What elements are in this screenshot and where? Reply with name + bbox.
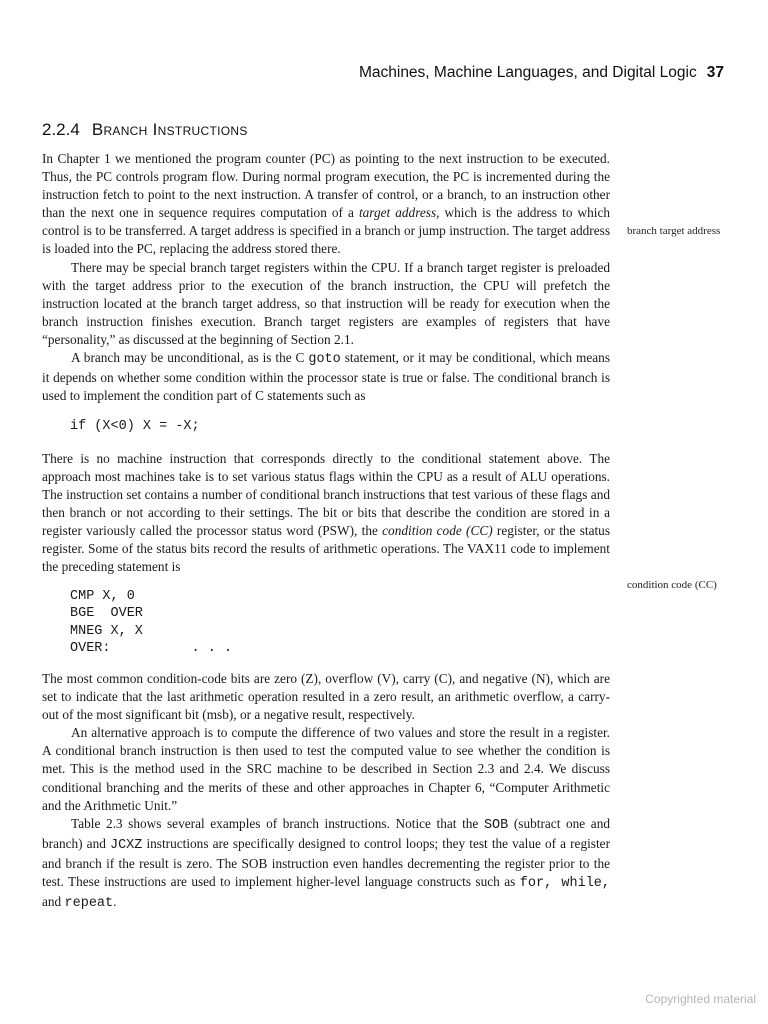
paragraph-1: In Chapter 1 we mentioned the program counter (PC) as pointing to the next instruction to be executed. Thus, the PC controls program flow. During normal program execution, the PC is incremented during the instruction fetch to point to the next instruction. A transfer of control, or a branch, to an instruction other than the next one in sequence requires computation of a target address, which is the address to which control is to be transferred. A target address is specified in a branch or jump instruction. The target address is loaded into the PC, replacing the address stored there.	[42, 151, 611, 257]
inline-code-repeat: repeat	[64, 896, 114, 912]
running-title: Machines, Machine Languages, and Digital Logic	[358, 64, 697, 81]
running-header	[359, 64, 724, 82]
paragraph-6: An alternative approach is to compute the difference of two values and store the result in a register. A conditional branch instruction is then used to test the computed value to see whether the condition is met. This is the method used in the SRC machine to be described in Section 2.3 and 2.4. We discuss conditional branching and the merits of these and other approaches in Chapter 6, “Computer Arithmetic and the Arithmetic Unit.”	[42, 725, 610, 813]
paragraph-7: Table 2.3 shows several examples of branch instructions. Notice that the SOB (subtract one and branch) and JCXZ instructions are specifically designed to control loops; they test the value of a register and branch if the result is zero. The SOB instruction even handles decrementing the register prior to the test. These instructions are used to implement higher-level language constructs such as for, while, and repeat.	[42, 815, 611, 912]
code-block-c-if: if (X<0) X = -X;	[70, 419, 200, 435]
section-title: Branch Instructions	[91, 120, 248, 139]
term-condition-code: condition code (CC)	[382, 522, 493, 538]
body-text	[42, 150, 610, 913]
margin-note-branch-target: branch target address	[627, 225, 721, 237]
inline-code-jcxz: JCXZ	[109, 837, 143, 853]
section-number: 2.2.4	[42, 120, 80, 139]
inline-code-goto: goto	[308, 352, 341, 368]
paragraph-3: A branch may be unconditional, as is the C goto statement, or it may be conditional, which means it depends on whether some condition within the processor state is true or false. The conditional branch is used to implement the condition part of C statements such as	[42, 350, 610, 404]
paragraph-5: The most common condition-code bits are zero (Z), overflow (V), carry (C), and negative (N), which are set to indicate that the last arithmetic operation resulted in a zero result, an arithmetic overflow, a carry-out of the most significant bit (msb), or a negative result, respectively.	[42, 670, 610, 723]
page-number: 37	[706, 64, 724, 81]
code-block-vax: CMP X, 0 BGE OVER MNEG X, X OVER: . . .	[70, 589, 233, 656]
paragraph-4: There is no machine instruction that corresponds directly to the conditional statement above. The approach most machines take is to set various status flags within the CPU as a result of ALU operations. The instruction set contains a number of conditional branch instructions that test various of these flags and then branch or not according to their settings. The bit or bits that describe the condition are stored in a register variously called the processor status word (PSW), the condition code (CC) register, or the status register. Some of the status bits record the results of arithmetic operations. The VAX11 code to implement the preceding statement is	[42, 450, 610, 575]
inline-code-sob: SOB	[483, 817, 509, 833]
copyright-watermark: Copyrighted material	[645, 992, 756, 1006]
term-target-address: target address,	[358, 205, 440, 221]
section-heading	[42, 120, 248, 140]
paragraph-2: There may be special branch target registers within the CPU. If a branch target register is preloaded with the target address prior to the execution of the branch instruction, the CPU will prefetch the instruction located at the branch target address, so that instruction will be ready for execution when the branch instruction finishes execution. Branch target registers are examples of registers that have “personality,” as discussed at the beginning of Section 2.1.	[42, 259, 610, 347]
inline-code-for-while: for, while,	[519, 876, 611, 892]
margin-note-condition-code: condition code (CC)	[627, 579, 717, 591]
